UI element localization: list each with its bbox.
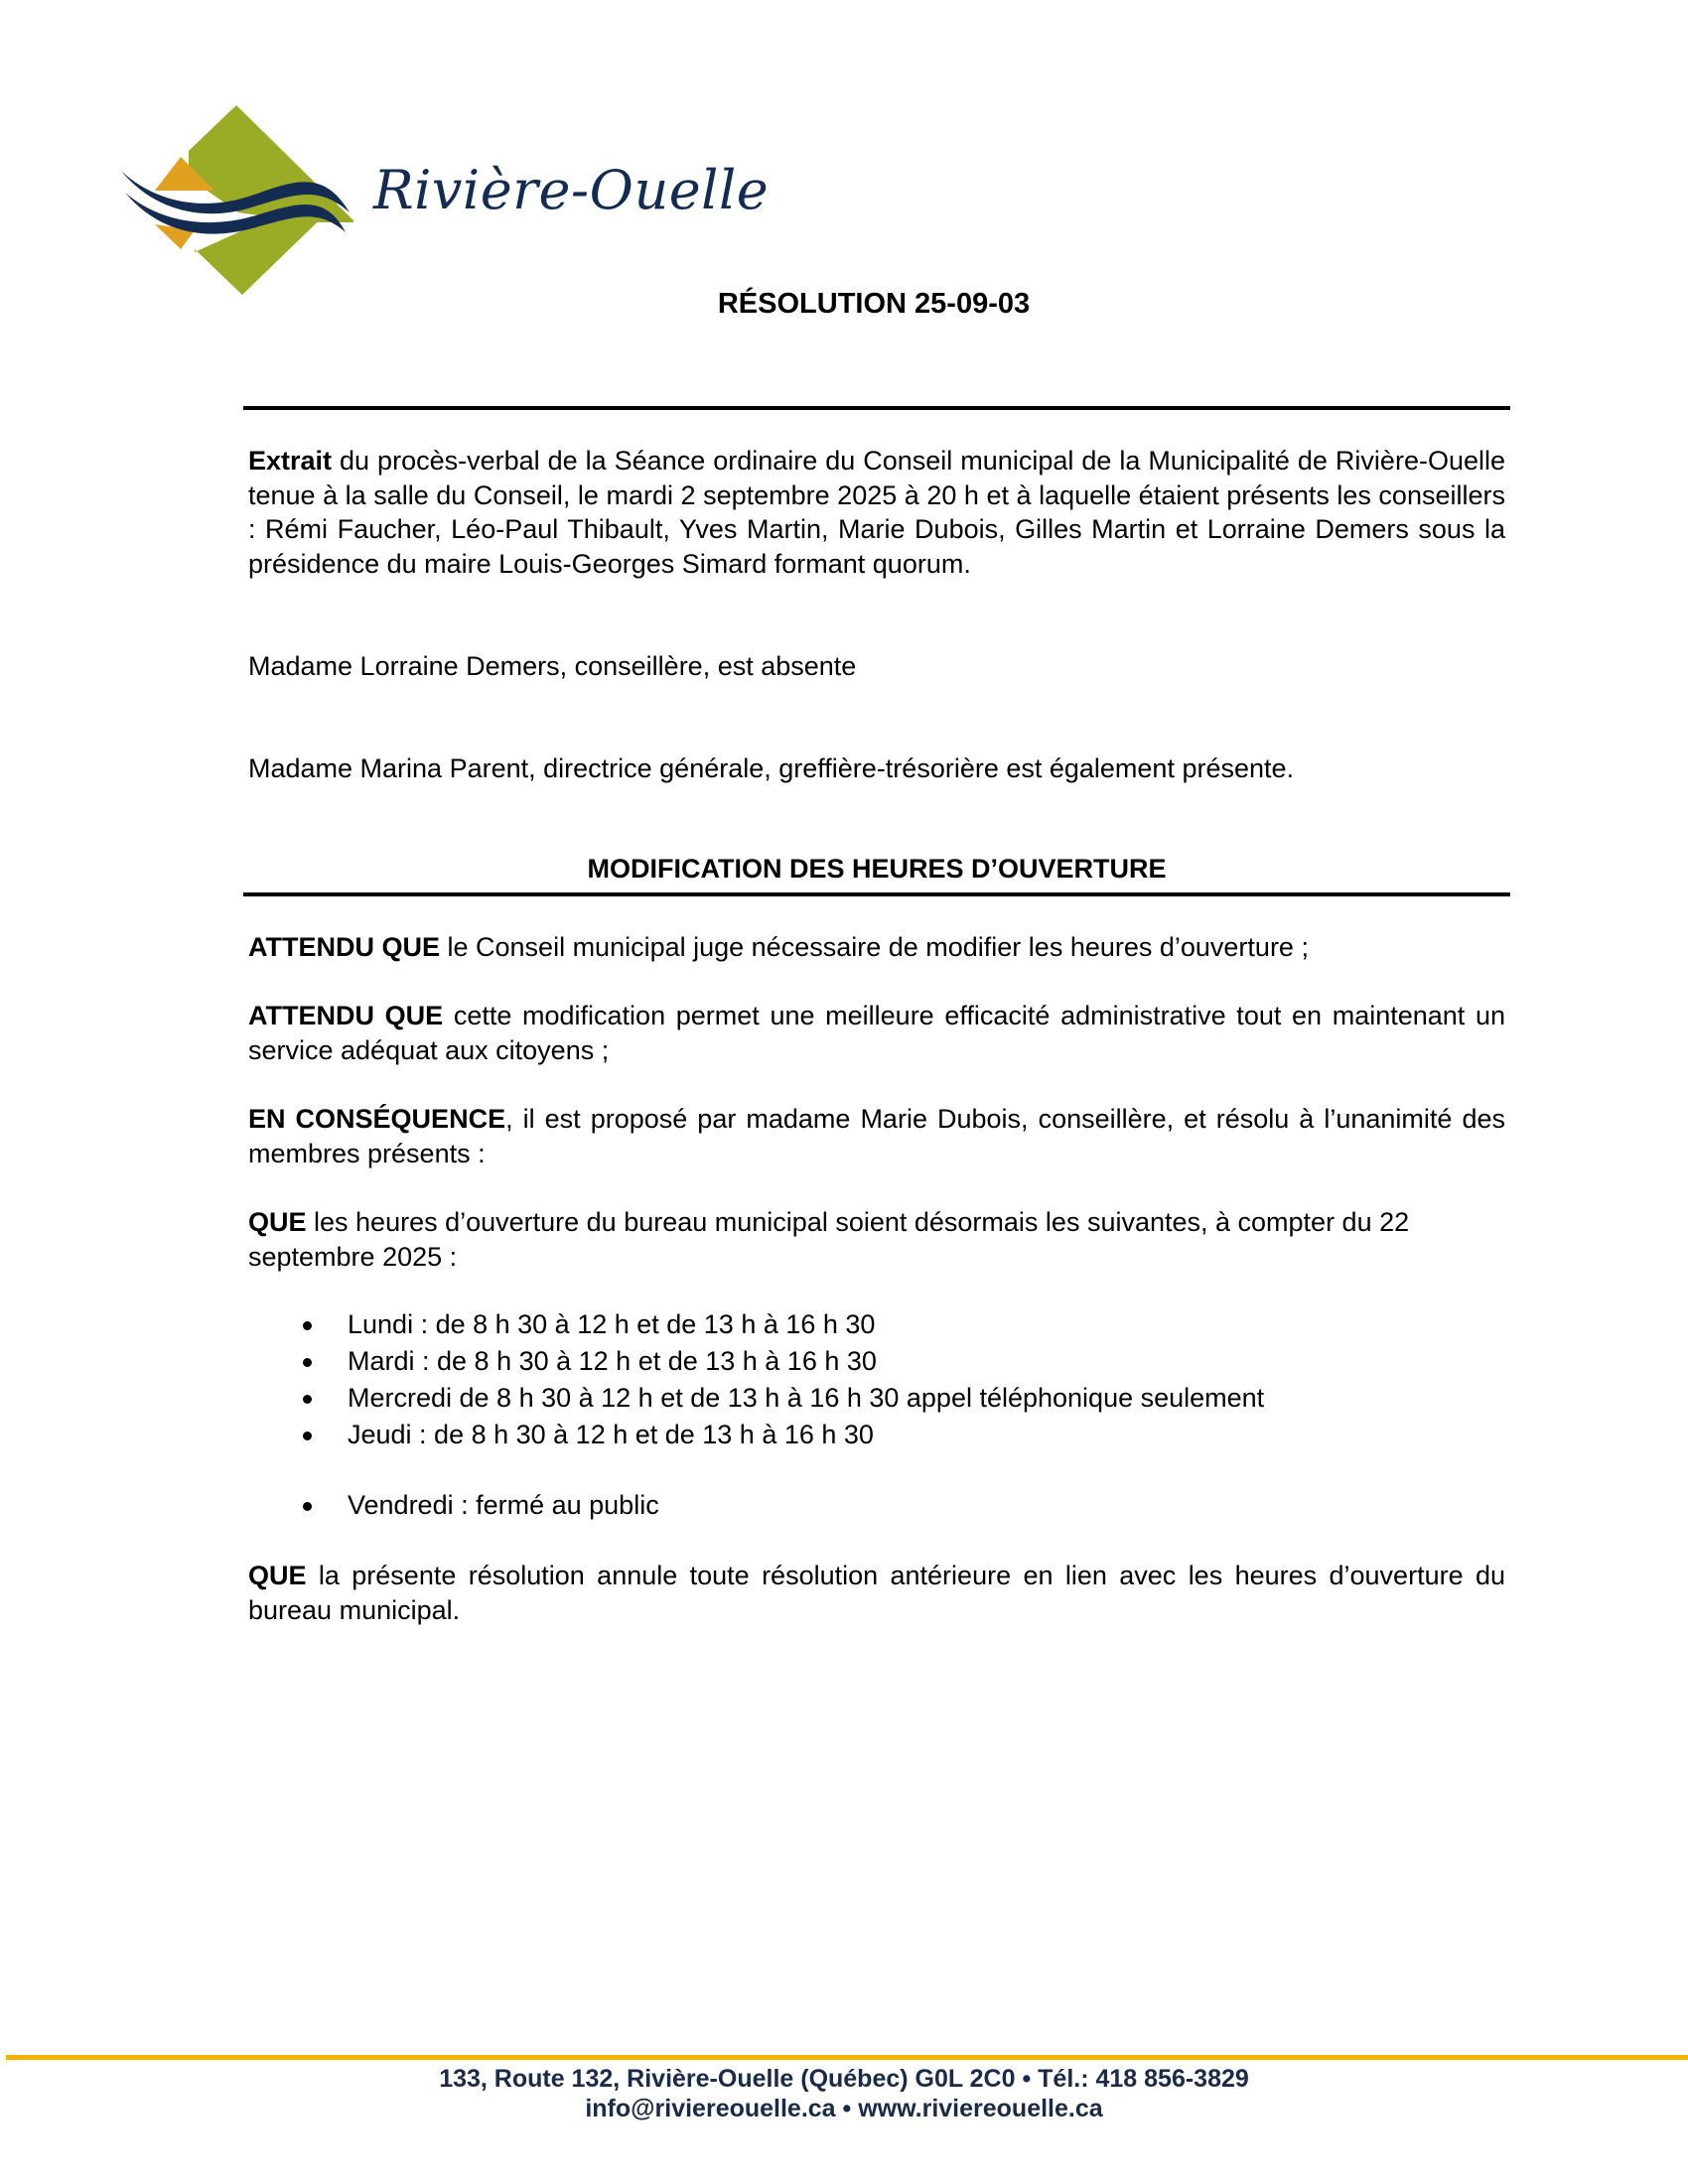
consequence-paragraph	[248, 1102, 1505, 1170]
consequence-text: , il est proposé par madame Marie Dubois, conseillère, et résolu à l’unanimité des membres présents :	[248, 1104, 1505, 1168]
resolve-text-2: la présente résolution annule toute résolution antérieure en lien avec les heures d’ouverture du bureau municipal.	[248, 1561, 1505, 1625]
whereas-lead-2: ATTENDU QUE	[248, 1001, 444, 1030]
whereas-text-1: le Conseil municipal juge nécessaire de modifier les heures d’ouverture ;	[440, 932, 1309, 962]
section-title: MODIFICATION DES HEURES D’OUVERTURE	[587, 854, 1167, 884]
absence-note: Madame Lorraine Demers, conseillère, est absente	[248, 651, 857, 681]
resolve-lead-2: QUE	[248, 1561, 307, 1590]
section-divider	[243, 892, 1510, 896]
consequence-lead: EN CONSÉQUENCE	[248, 1104, 506, 1134]
bullet-icon	[303, 1432, 312, 1440]
resolve-lead-1: QUE	[248, 1207, 307, 1237]
resolution-title: RÉSOLUTION 25-09-03	[717, 288, 1031, 320]
footer-accent-rule	[6, 2055, 1688, 2060]
preamble-paragraph	[248, 444, 1505, 581]
bullet-icon	[303, 1395, 312, 1404]
whereas-lead-1: ATTENDU QUE	[248, 932, 440, 962]
resolve-text-1: les heures d’ouverture du bureau municipal soient désormais les suivantes, à compter du 22 septembre 2025 :	[248, 1207, 1410, 1272]
header-divider	[243, 406, 1510, 410]
hours-item-tuesday: Mardi : de 8 h 30 à 12 h et de 13 h à 16 h 30	[248, 1343, 1505, 1380]
opening-hours-list	[248, 1306, 1505, 1524]
preamble-lead: Extrait	[248, 446, 333, 476]
bullet-icon	[303, 1358, 312, 1367]
hours-item-thursday: Jeudi : de 8 h 30 à 12 h et de 13 h à 16 h 30	[248, 1417, 1505, 1453]
hours-item-wednesday: Mercredi de 8 h 30 à 12 h et de 13 h à 16 h 30 appel téléphonique seulement	[248, 1380, 1505, 1417]
presence-note: Madame Marina Parent, directrice générale, greffière-trésorière est également présente.	[248, 753, 1295, 783]
bullet-icon	[303, 1321, 312, 1330]
municipal-logo-text: Rivière-Ouelle	[373, 159, 770, 221]
bullet-icon	[303, 1502, 312, 1511]
footer-address: 133, Route 132, Rivière-Ouelle (Québec) G0L 2C0 • Tél.: 418 856-3829	[439, 2065, 1249, 2093]
whereas-paragraph-2	[248, 999, 1505, 1067]
whereas-paragraph-1	[248, 930, 1505, 965]
footer-contact: info@riviereouelle.ca • www.riviereouelle.ca	[585, 2095, 1103, 2122]
whereas-text-2: cette modification permet une meilleure efficacité administrative tout en maintenant un service adéquat aux citoyens ;	[248, 1001, 1505, 1065]
resolve-paragraph-1	[248, 1205, 1505, 1274]
hours-item-monday: Lundi : de 8 h 30 à 12 h et de 13 h à 16 h 30	[248, 1306, 1505, 1343]
preamble-text: du procès-verbal de la Séance ordinaire du Conseil municipal de la Municipalité de Rivière-Ouelle tenue à la salle du Conseil, le mardi 2 septembre 2025 à 20 h et à laquelle étaient présents les conseillers : Rémi Faucher, Léo-Paul Thibault, Yves Martin, Marie Dubois, Gilles Martin et Lorraine Demers sous la présidence du maire Louis-Georges Simard formant quorum.	[248, 446, 1505, 579]
resolve-paragraph-2	[248, 1559, 1505, 1627]
hours-item-friday: Vendredi : fermé au public	[248, 1487, 1505, 1524]
municipal-logo-icon	[115, 103, 353, 297]
